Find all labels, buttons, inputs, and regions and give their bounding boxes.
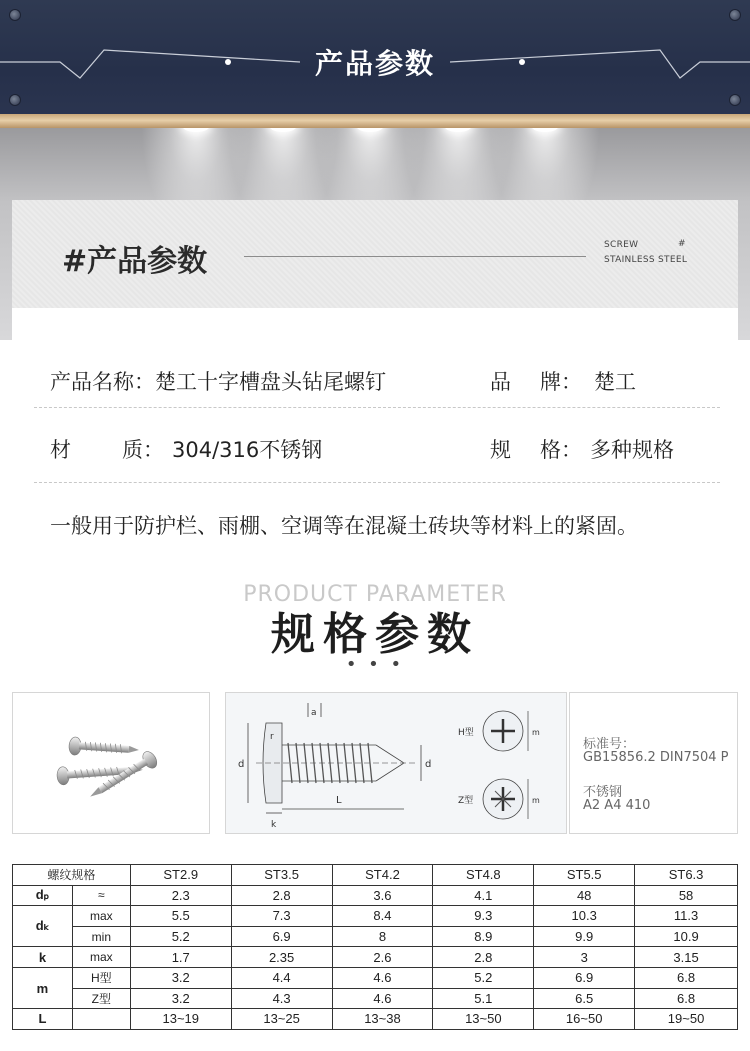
z-type-label: Z型	[458, 796, 474, 806]
table-row	[13, 947, 738, 968]
param-cell: dₖ	[13, 906, 73, 947]
material-label-b: 质：	[122, 438, 164, 462]
value-cell: 13~25	[231, 1009, 332, 1030]
brand-label-a: 品	[490, 370, 511, 394]
screw-photo	[13, 693, 210, 834]
product-photo-panel	[12, 692, 210, 834]
value-cell: 3.2	[130, 967, 231, 988]
table-row	[13, 885, 738, 906]
name-label: 产品名称：	[50, 370, 155, 394]
screw-icon	[729, 9, 741, 21]
value-cell: 13~19	[130, 1009, 231, 1030]
value-cell: 1.7	[130, 947, 231, 968]
value-cell: 4.6	[332, 988, 433, 1009]
dim-r: r	[270, 732, 274, 742]
banner-gold-strip	[0, 114, 750, 128]
brand-value: 楚工	[594, 370, 636, 394]
value-cell: 4.6	[332, 967, 433, 988]
value-cell: 6.5	[534, 988, 635, 1009]
dim-L: L	[336, 795, 342, 806]
value-cell: 5.1	[433, 988, 534, 1009]
value-cell: 3.2	[130, 988, 231, 1009]
value-cell: 58	[635, 885, 738, 906]
section-header	[12, 200, 738, 308]
material-grade-label: 不锈钢	[583, 785, 623, 800]
value-cell: 10.9	[635, 926, 738, 947]
value-cell: 5.2	[433, 967, 534, 988]
sub-cell: H型	[72, 967, 130, 988]
section-title: #产品参数	[62, 244, 208, 279]
table-row	[13, 926, 738, 947]
screw-icon	[9, 94, 21, 106]
material-value: 304/316不锈钢	[172, 438, 323, 462]
value-cell: 48	[534, 885, 635, 906]
material-grade-value: A2 A4 410	[583, 798, 651, 813]
value-cell: 9.3	[433, 906, 534, 927]
top-banner	[0, 0, 750, 118]
content-card	[12, 200, 738, 1051]
header-label: 螺纹规格	[13, 865, 131, 886]
sub-cell: max	[72, 947, 130, 968]
dim-k: k	[271, 820, 277, 830]
dim-dk: d	[238, 759, 245, 770]
spec-heading-en: PRODUCT PARAMETER	[243, 582, 507, 607]
standard-value: GB15856.2 DIN7504 P	[583, 750, 729, 765]
row-divider	[34, 482, 720, 483]
size-cell: ST5.5	[534, 865, 635, 886]
tag-screw: SCREW	[604, 240, 639, 250]
param-cell: L	[13, 1009, 73, 1030]
spec-label-b: 格：	[540, 438, 582, 462]
value-cell: 2.6	[332, 947, 433, 968]
value-cell: 19~50	[635, 1009, 738, 1030]
spec-value: 多种规格	[590, 438, 674, 462]
sub-cell: ≈	[72, 885, 130, 906]
value-cell: 4.3	[231, 988, 332, 1009]
tag-hash: #	[678, 239, 686, 249]
value-cell: 4.4	[231, 967, 332, 988]
product-description: 一般用于防护栏、雨棚、空调等在混凝土砖块等材料上的紧固。	[50, 514, 638, 538]
spec-label-a: 规	[490, 438, 511, 462]
sub-cell: Z型	[72, 988, 130, 1009]
value-cell: 5.5	[130, 906, 231, 927]
dim-a: a	[311, 708, 317, 718]
sub-cell: max	[72, 906, 130, 927]
value-cell: 11.3	[635, 906, 738, 927]
value-cell: 16~50	[534, 1009, 635, 1030]
value-cell: 2.35	[231, 947, 332, 968]
screw-icon	[729, 94, 741, 106]
screw-icon	[9, 9, 21, 21]
tag-stainless-steel: STAINLESS STEEL	[604, 255, 688, 265]
value-cell: 13~50	[433, 1009, 534, 1030]
sub-cell: min	[72, 926, 130, 947]
size-cell: ST2.9	[130, 865, 231, 886]
title-divider	[244, 256, 586, 257]
value-cell: 6.9	[534, 967, 635, 988]
value-cell: 3.15	[635, 947, 738, 968]
row-divider	[34, 407, 720, 408]
size-cell: ST6.3	[635, 865, 738, 886]
value-cell: 6.9	[231, 926, 332, 947]
value-cell: 8.4	[332, 906, 433, 927]
spec-heading: 规格参数	[271, 609, 479, 660]
param-cell: m	[13, 967, 73, 1008]
technical-drawing-panel	[225, 692, 567, 834]
screw-drawing	[226, 693, 567, 834]
table-header-row	[13, 865, 738, 886]
material-label-a: 材	[50, 438, 71, 462]
param-cell: dₚ	[13, 885, 73, 906]
value-cell: 2.8	[231, 885, 332, 906]
h-type-label: H型	[458, 728, 474, 738]
heading-dots: • • •	[345, 654, 405, 675]
spec-table	[12, 864, 738, 1030]
param-cell: k	[13, 947, 73, 968]
size-cell: ST4.8	[433, 865, 534, 886]
table-row	[13, 1009, 738, 1030]
value-cell: 2.8	[433, 947, 534, 968]
table-row	[13, 906, 738, 927]
value-cell: 3.6	[332, 885, 433, 906]
value-cell: 3	[534, 947, 635, 968]
standard-label: 标准号：	[583, 737, 636, 752]
banner-title: 产品参数	[314, 47, 435, 80]
size-cell: ST3.5	[231, 865, 332, 886]
name-value: 楚工十字槽盘头钻尾螺钉	[155, 370, 386, 394]
value-cell: 10.3	[534, 906, 635, 927]
value-cell: 4.1	[433, 885, 534, 906]
value-cell: 5.2	[130, 926, 231, 947]
dim-d: d	[425, 759, 432, 770]
value-cell: 8.9	[433, 926, 534, 947]
standard-info-panel	[569, 692, 738, 834]
brand-label-b: 牌：	[540, 370, 582, 394]
value-cell: 13~38	[332, 1009, 433, 1030]
table-row	[13, 988, 738, 1009]
size-cell: ST4.2	[332, 865, 433, 886]
value-cell: 9.9	[534, 926, 635, 947]
dim-m-h: m	[532, 728, 540, 737]
sub-cell	[72, 1009, 130, 1030]
value-cell: 7.3	[231, 906, 332, 927]
value-cell: 2.3	[130, 885, 231, 906]
table-row	[13, 967, 738, 988]
value-cell: 6.8	[635, 967, 738, 988]
value-cell: 6.8	[635, 988, 738, 1009]
value-cell: 8	[332, 926, 433, 947]
dim-m-z: m	[532, 796, 540, 805]
